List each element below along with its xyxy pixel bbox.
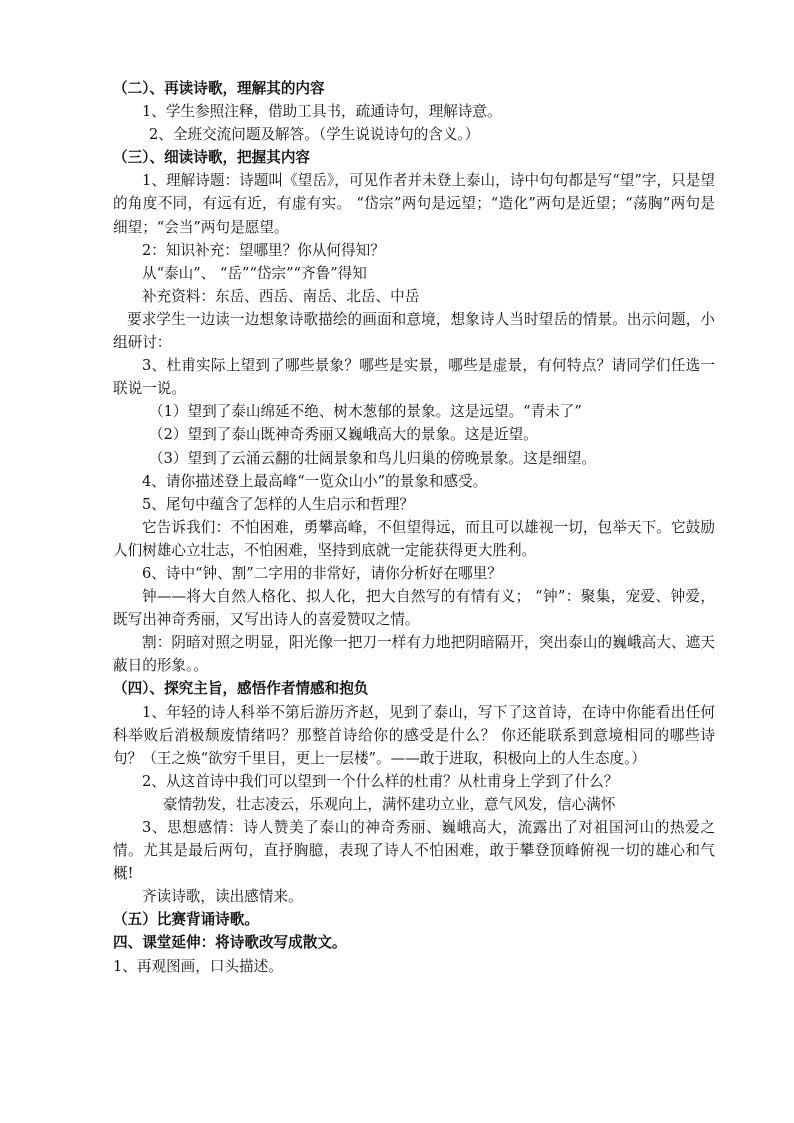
paragraph: 齐读诗歌，读出感情来。 — [142, 888, 303, 906]
paragraph: 2、全班交流问题及解答。（学生说说诗句的含义。） — [149, 126, 480, 144]
list-item: （1）望到了泰山绵延不绝、树木葱郁的景象。这是远望。“青未了” — [149, 403, 582, 421]
paragraph: 要求学生一边读一边想象诗歌描绘的画面和意境，想象诗人当时望岳的情景。出示问题，小组研讨： — [113, 310, 715, 352]
paragraph: 1、再观图画，口头描述。 — [113, 957, 283, 975]
paragraph: 2：知识补充：望哪里？你从何得知？ — [142, 241, 385, 259]
paragraph: 割：阴暗对照之明显，阳光像一把刀一样有力地把阴暗隔开，突出泰山的巍峨高大、遮天蔽日的形象。。 — [113, 634, 715, 675]
section-heading-four: （四）、探究主旨，感悟作者情感和抱负 — [113, 680, 369, 698]
paragraph: 钟——将大自然人格化、拟人化，把大自然写的有情有义； “钟”：聚集，宠爱、钟爱，既写出神奇秀丽，又写出诗人的喜爱赞叹之情。 — [113, 588, 715, 629]
paragraph: 5、尾句中蕴含了怎样的人生启示和哲理？ — [142, 495, 414, 513]
paragraph: 2、从这首诗中我们可以望到一个什么样的杜甫？从杜甫身上学到了什么？ — [142, 772, 619, 790]
section-heading-two: （二）、再读诗歌，理解其的内容 — [113, 80, 325, 97]
paragraph: 3、思想感情：诗人赞美了泰山的神奇秀丽、巍峨高大，流露出了对祖国河山的热爱之情。尤其是最后两句，直抒胸臆，表现了诗人不怕困难，敢于攀登顶峰俯视一切的雄心和气概! — [113, 819, 715, 883]
section-heading-extension: 四、课堂延伸：将诗歌改写成散文。 — [113, 934, 347, 952]
paragraph: 从“泰山”、 “岳”“岱宗”“齐鲁”得知 — [142, 264, 367, 282]
paragraph: 3、杜甫实际上望到了哪些景象？哪些是实景，哪些是虚景，有何特点？请同学们任选一联说一说。 — [113, 357, 715, 398]
list-item: （2）望到了泰山既神奇秀丽又巍峨高大的景象。这是近望。 — [149, 426, 538, 444]
paragraph: 补充资料：东岳、西岳、南岳、北岳、中岳 — [142, 287, 420, 305]
paragraph: 4、请你描述登上最高峰“一览众山小”的景象和感受。 — [142, 472, 488, 490]
paragraph: 1、年轻的诗人科举不第后游历齐赵，见到了泰山，写下了这首诗，在诗中你能看出任何科举败后消极颓废情绪吗？那整首诗给你的感受是什么？ 你还能联系到意境相同的哪些诗句？（王之焕“欲穷千里目，更上一层楼”。——敢于进取，积极向上的人生态度。） — [113, 703, 715, 767]
paragraph: 1、学生参照注释，借助工具书，疏通诗句，理解诗意。 — [142, 103, 502, 121]
document-body — [113, 77, 715, 978]
paragraph: 6、诗中“钟、割”二字用的非常好，请你分析好在哪里？ — [142, 564, 502, 582]
section-heading-five: （五）比赛背诵诗歌。 — [113, 911, 259, 929]
paragraph: 它告诉我们：不怕困难，勇攀高峰，不但望得远，而且可以雄视一切，包举天下。它鼓励人们树雄心立壮志，不怕困难，坚持到底就一定能获得更大胜利。 — [113, 518, 715, 559]
section-heading-three: （三）、细读诗歌，把握其内容 — [113, 149, 311, 167]
paragraph: 豪情勃发，壮志凌云，乐观向上，满怀建功立业，意气风发，信心满怀 — [163, 795, 616, 813]
paragraph: 1、理解诗题：诗题叫《望岳》，可见作者并未登上泰山，诗中句句都是写“望”字，只是望的角度不同，有远有近，有虚有实。 “岱宗”两句是远望；“造化”两句是近望；“荡胸”两句是细望；“会当”两句是愿望。 — [113, 172, 715, 236]
list-item: （3）望到了云涌云翻的壮阔景象和鸟儿归巢的傍晚景象。这是细望。 — [149, 449, 597, 467]
